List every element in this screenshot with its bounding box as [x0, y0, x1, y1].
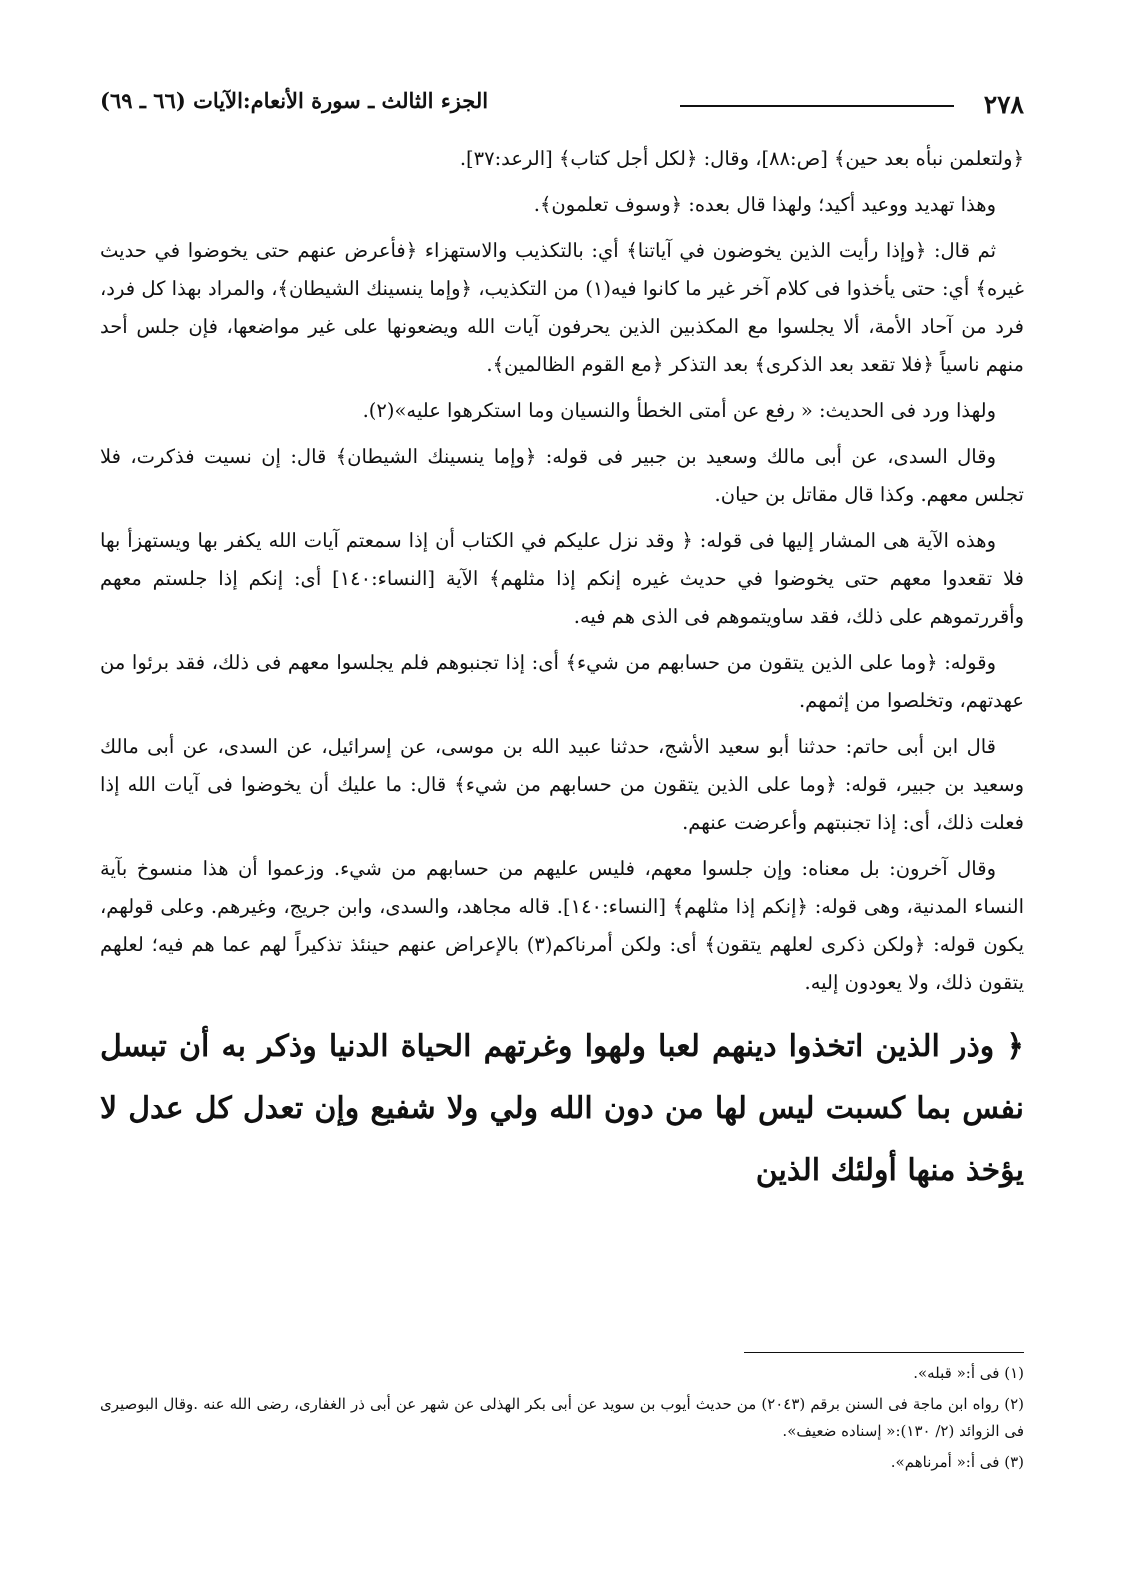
footnote-3: (٣) فى أ:« أمرناهم». — [890, 1453, 1024, 1471]
paragraph-6: وهذه الآية هى المشار إليها فى قوله: ﴿ وقد نزل عليكم في الكتاب أن إذا سمعتم آيات الله يكفر بها ويستهزأ بها فلا تقعدوا معهم حتى يخوضوا في حديث غيره إنكم إذا مثلهم﴾ الآية [النساء:١٤٠] أى: إنكم إذا جلستم معهم وأقررتموهم على ذلك، فقد ساويتموهم فى الذى هم فيه. — [100, 529, 1024, 628]
paragraph-5: وقال السدى، عن أبى مالك وسعيد بن جبير فى قوله: ﴿وإما ينسينك الشيطان﴾ قال: إن نسيت فذكرت، فلا تجلس معهم. وكذا قال مقاتل بن حيان. — [100, 445, 1024, 506]
paragraph-8: قال ابن أبى حاتم: حدثنا أبو سعيد الأشج، حدثنا عبيد الله بن موسى، عن إسرائيل، عن السدى، عن أبى مالك وسعيد بن جبير، قوله: ﴿وما على الذين يتقون من حسابهم من شيء﴾ قال: ما عليك أن يخوضوا فى آيات الله إذا فعلت ذلك، أى: إذا تجنبتهم وأعرضت عنهم. — [100, 735, 1024, 834]
paragraph-1: ﴿ولتعلمن نبأه بعد حين﴾ [ص:٨٨]، وقال: ﴿لكل أجل كتاب﴾ [الرعد:٣٧]. — [459, 147, 1024, 170]
header-rule — [680, 105, 954, 107]
footnote-1: (١) فى أ:« قبله». — [913, 1364, 1024, 1382]
footnote-rule — [744, 1352, 1024, 1353]
paragraph-3: ثم قال: ﴿وإذا رأيت الذين يخوضون في آياتنا﴾ أي: بالتكذيب والاستهزاء ﴿فأعرض عنهم حتى يخوضوا في حديث غيره﴾ أي: حتى يأخذوا فى كلام آخر غير ما كانوا فيه(١) من التكذيب، ﴿وإما ينسينك الشيطان﴾، والمراد بهذا كل فرد، فرد من آحاد الأمة، ألا يجلسوا مع المكذبين الذين يحرفون آيات الله ويضعونها على غير مواضعها، فإن جلس أحد منهم ناسياً ﴿فلا تقعد بعد الذكرى﴾ بعد التذكر ﴿مع القوم الظالمين﴾. — [100, 239, 1024, 376]
page-header — [100, 88, 1024, 124]
paragraph-4: ولهذا ورد فى الحديث: « رفع عن أمتى الخطأ والنسيان وما استكرهوا عليه»(٢). — [362, 399, 996, 422]
footnote-2: (٢) رواه ابن ماجة فى السنن برقم (٢٠٤٣) من حديث أيوب بن سويد عن أبى بكر الهذلى عن شهر عن أبى ذر الغفارى، رضى الله عنه .وقال البوصيرى فى الزوائد (٢/ ١٣٠):« إسناده ضعيف». — [100, 1395, 1024, 1440]
page-number: ٢٧٨ — [983, 90, 1024, 119]
quran-verse: ﴿ وذر الذين اتخذوا دينهم لعبا ولهوا وغرتهم الحياة الدنيا وذكر به أن تبسل نفس بما كسبت ليس لها من دون الله ولي ولا شفيع وإن تعدل كل عدل لا يؤخذ منها أولئك الذين — [100, 1029, 1024, 1188]
running-title: الجزء الثالث ـ سورة الأنعام:الآيات (٦٦ ـ ٦٩) — [100, 88, 489, 113]
paragraph-7: وقوله: ﴿وما على الذين يتقون من حسابهم من شيء﴾ أى: إذا تجنبوهم فلم يجلسوا معهم فى ذلك، فقد برئوا من عهدتهم، وتخلصوا من إثمهم. — [100, 651, 1024, 712]
main-text — [100, 140, 1024, 1232]
paragraph-2: وهذا تهديد ووعيد أكيد؛ ولهذا قال بعده: ﴿وسوف تعلمون﴾. — [533, 193, 996, 216]
paragraph-9: وقال آخرون: بل معناه: وإن جلسوا معهم، فليس عليهم من حسابهم من شيء. وزعموا أن هذا منسوخ بآية النساء المدنية، وهى قوله: ﴿إنكم إذا مثلهم﴾ [النساء:١٤٠]. قاله مجاهد، والسدى، وابن جريج، وغيرهم. وعلى قولهم، يكون قوله: ﴿ولكن ذكرى لعلهم يتقون﴾ أى: ولكن أمرناكم(٣) بالإعراض عنهم حينئذ تذكيراً لهم عما هم فيه؛ لعلهم يتقون ذلك، ولا يعودون إليه. — [100, 857, 1024, 994]
footnotes — [100, 1360, 1024, 1480]
